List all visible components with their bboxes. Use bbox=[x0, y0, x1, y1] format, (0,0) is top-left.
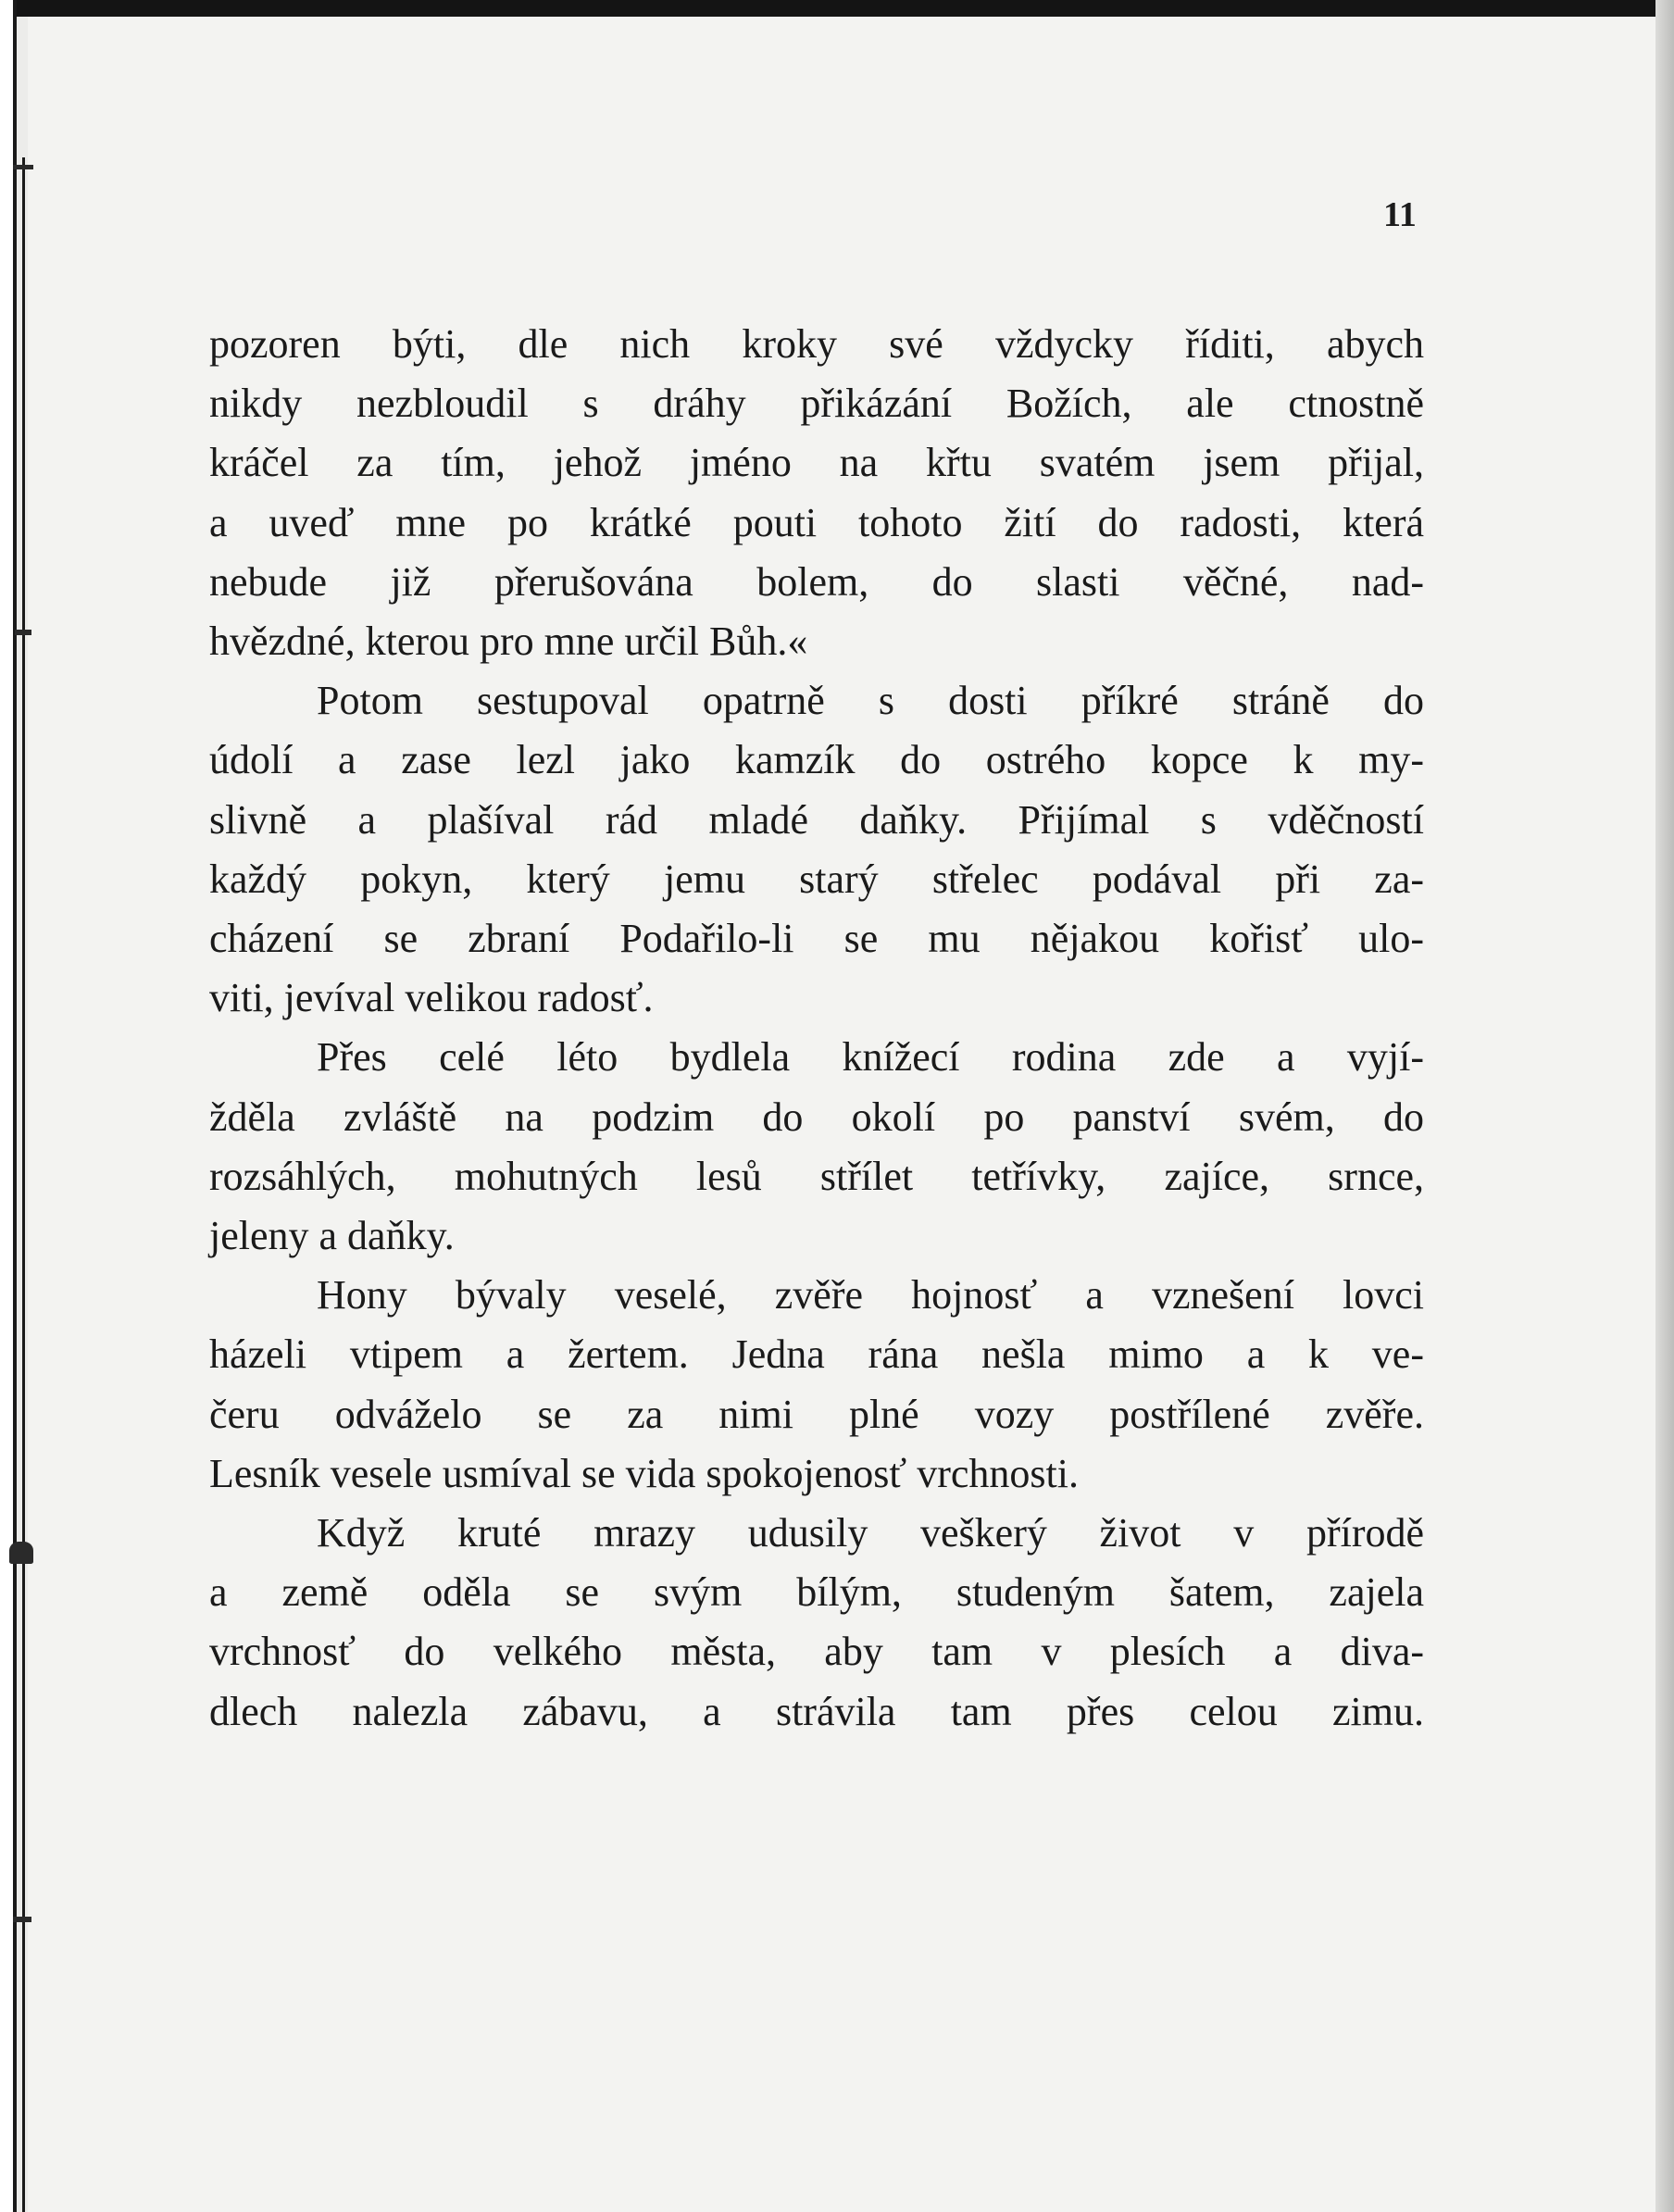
text-line: každý pokyn, který jemu starý střelec podával při za- bbox=[209, 856, 1424, 902]
text-line: Potom sestupoval opatrně s dosti příkré stráně do bbox=[317, 678, 1424, 724]
text-line: házeli vtipem a žertem. Jedna rána nešla mimo a k ve- bbox=[209, 1331, 1424, 1378]
text-line: a země oděla se svým bílým, studeným šatem, zajela bbox=[209, 1569, 1424, 1616]
text-line: cházení se zbraní Podařilo-li se mu nějakou kořisť ulo- bbox=[209, 916, 1424, 962]
text-line: hvězdné, kterou pro mne určil Bůh.« bbox=[209, 619, 808, 665]
text-line: Lesník vesele usmíval se vida spokojenosť vrchnosti. bbox=[209, 1450, 1079, 1496]
text-line: čeru odváželo se za nimi plné vozy postřílené zvěře. bbox=[209, 1391, 1424, 1437]
page-number: 11 bbox=[1383, 195, 1417, 234]
binding-mark bbox=[15, 630, 31, 635]
text-line: žděla zvláště na podzim do okolí po panství svém, do bbox=[209, 1094, 1424, 1140]
binding-mark bbox=[9, 1542, 33, 1564]
scan-right-border bbox=[1655, 0, 1674, 2212]
text-line: Přes celé léto bydlela knížecí rodina zde a vyjí- bbox=[317, 1034, 1424, 1081]
scan-top-border bbox=[0, 0, 1674, 17]
text-line: údolí a zase lezl jako kamzík do ostrého kopce k my- bbox=[209, 737, 1424, 783]
text-line: rozsáhlých, mohutných lesů střílet tetřívky, zajíce, srnce, bbox=[209, 1153, 1424, 1199]
binding-mark bbox=[13, 165, 33, 169]
text-line: kráčel za tím, jehož jméno na křtu svatém jsem přijal, bbox=[209, 440, 1424, 486]
text-line: Hony bývaly veselé, zvěře hojnosť a vznešení lovci bbox=[317, 1272, 1424, 1318]
text-line: nikdy nezbloudil s dráhy přikázání Božích, ale ctnostně bbox=[209, 381, 1424, 427]
text-line: a uveď mne po krátké pouti tohoto žití do radosti, která bbox=[209, 499, 1424, 545]
text-line: dlech nalezla zábavu, a strávila tam přes celou zimu. bbox=[209, 1688, 1424, 1734]
scan-left-border bbox=[0, 0, 17, 2212]
body-text bbox=[209, 315, 1424, 1742]
text-line: viti, jevíval velikou radosť. bbox=[209, 975, 654, 1021]
text-line: jeleny a daňky. bbox=[209, 1213, 455, 1259]
text-line: Když kruté mrazy udusily veškerý život v přírodě bbox=[317, 1510, 1424, 1556]
text-line: vrchnosť do velkého města, aby tam v plesích a diva- bbox=[209, 1629, 1424, 1675]
text-line: pozoren býti, dle nich kroky své vždycky říditi, abych bbox=[209, 321, 1424, 367]
binding-rule bbox=[22, 157, 25, 2212]
binding-mark bbox=[13, 1917, 31, 1922]
text-line: nebude již přerušována bolem, do slasti věčné, nad- bbox=[209, 558, 1424, 605]
text-line: slivně a plašíval rád mladé daňky. Přijímal s vděčností bbox=[209, 796, 1424, 843]
